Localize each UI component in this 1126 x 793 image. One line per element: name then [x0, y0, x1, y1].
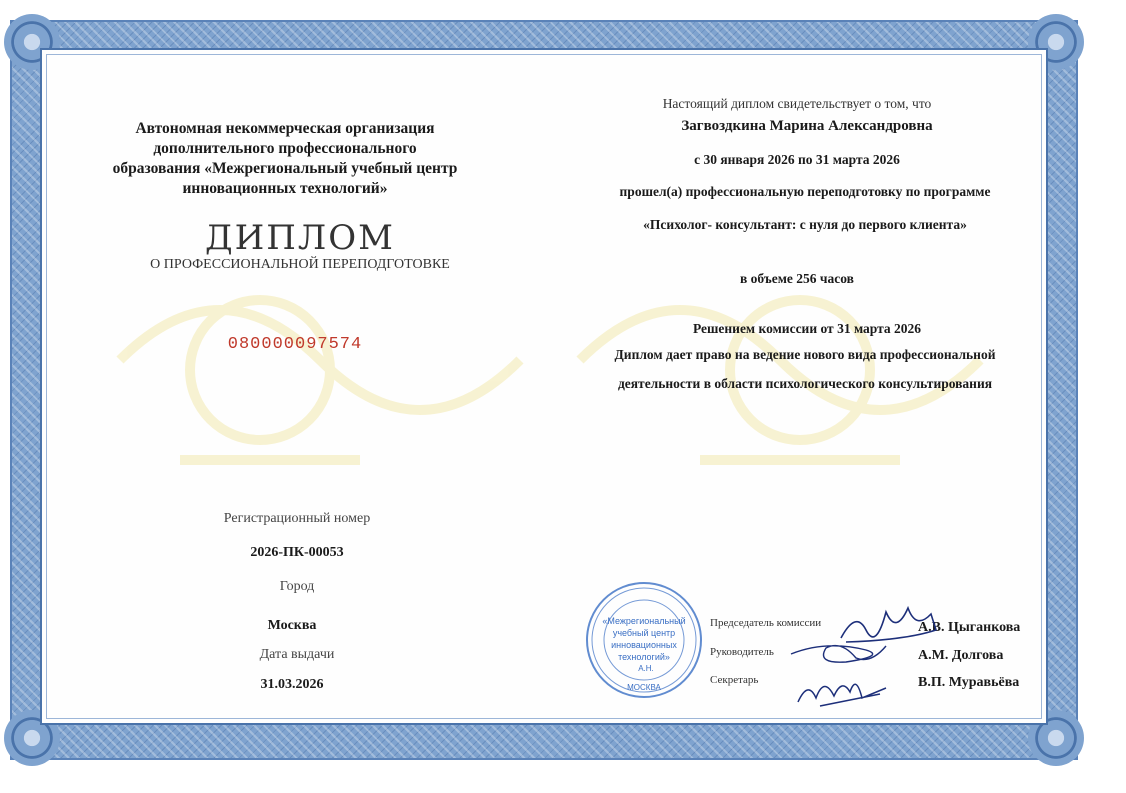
stamp-line-2: учебный центр	[612, 628, 676, 638]
signatory-name-head: А.М. Долгова	[918, 648, 1004, 663]
rights-line-2: деятельности в области психологического консультирования	[617, 376, 993, 391]
program-name: «Психолог- консультант: с нуля до первого клиента»	[643, 217, 967, 232]
signatory-name-secretary: В.П. Муравьёва	[918, 675, 1020, 690]
signatory-role-head: Руководитель	[710, 646, 774, 658]
registration-number: 2026-ПК-00053	[250, 545, 344, 560]
stamp-line-4: технологий»	[618, 652, 670, 662]
signatory-role-chair: Председатель комиссии	[710, 617, 822, 629]
signature-head	[786, 636, 896, 670]
signatory-role-secretary: Секретарь	[710, 674, 759, 686]
training-volume: в объеме 256 часов	[740, 271, 854, 286]
commission-decision: Решением комиссии от 31 марта 2026	[692, 321, 922, 336]
study-period: с 30 января 2026 по 31 марта 2026	[694, 152, 900, 167]
document-subtitle: О ПРОФЕССИОНАЛЬНОЙ ПЕРЕПОДГОТОВКЕ	[150, 257, 450, 272]
serial-number: 080000097574	[227, 335, 363, 354]
issue-date-value: 31.03.2026	[260, 677, 324, 692]
stamp-bottom: МОСКВА	[627, 683, 661, 692]
stamp-line-3: инновационных	[611, 640, 677, 650]
city-label: Город	[279, 579, 315, 594]
document-title: ДИПЛОМ	[204, 218, 395, 258]
rights-line-1: Диплом дает право на ведение нового вида профессиональной	[614, 347, 996, 362]
official-stamp	[584, 580, 704, 700]
stamp-line-1: «Межрегиональный	[602, 616, 686, 626]
city-value: Москва	[267, 618, 317, 633]
recipient-name: Загвоздкина Марина Александровна	[681, 118, 933, 134]
stamp-initials: А.Н.	[638, 664, 654, 673]
registration-label: Регистрационный номер	[223, 511, 371, 526]
organization-name: Автономная некоммерческая организация дополнительного профессионального образования «Межрегиональный учебный центр инновационных технологий»	[112, 120, 458, 197]
signature-secretary	[790, 668, 890, 710]
certifies-text: Настоящий диплом свидетельствует о том, что	[662, 96, 932, 111]
signatory-name-chair: А.В. Цыганкова	[918, 620, 1021, 635]
issue-date-label: Дата выдачи	[259, 647, 335, 662]
passed-text: прошел(а) профессиональную переподготовку по программе	[619, 184, 991, 199]
